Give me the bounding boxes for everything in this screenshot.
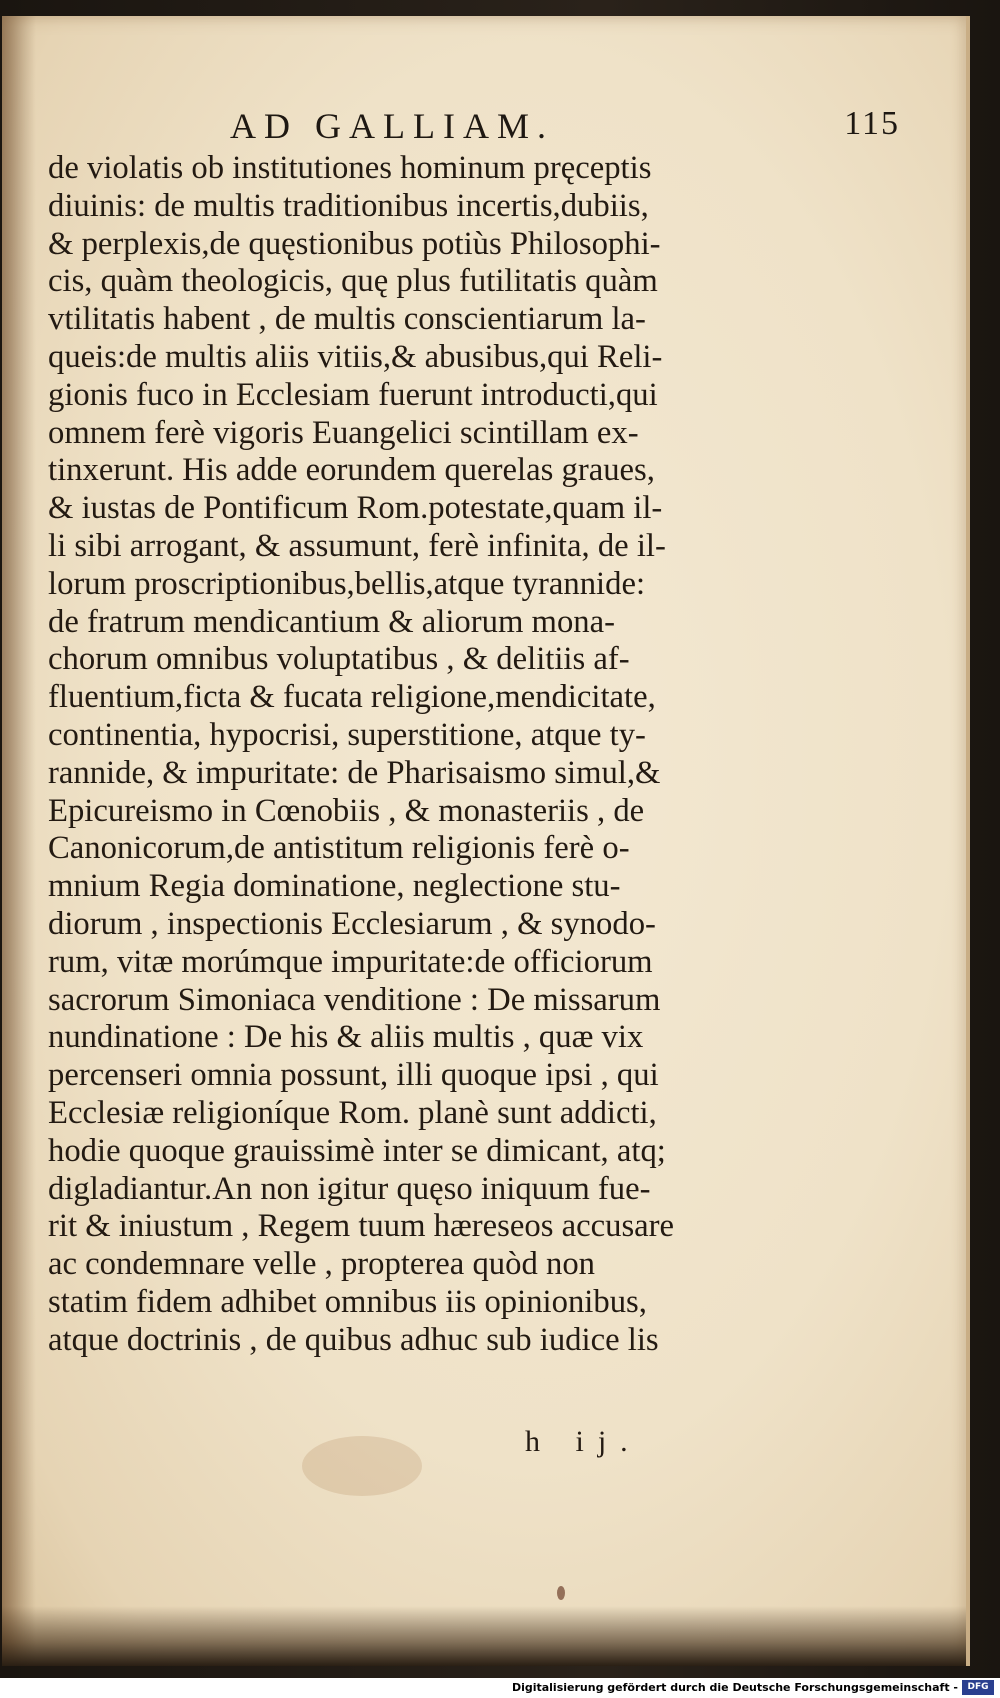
text-line: continentia, hypocrisi, superstitione, atque ty- bbox=[48, 716, 646, 753]
text-line: & perplexis,de quęstionibus potiùs Philosophi- bbox=[48, 225, 661, 262]
text-line: Epicureismo in Cœnobiis , & monasteriis , de bbox=[48, 792, 645, 829]
page-number: 115 bbox=[844, 105, 900, 142]
text-line: percenseri omnia possunt, illi quoque ipsi , qui bbox=[48, 1057, 659, 1094]
text-line: rum, vitæ morúmque impuritate:de officiorum bbox=[48, 943, 653, 980]
text-line: nundinatione : De his & aliis multis , quæ vix bbox=[48, 1019, 644, 1056]
running-head bbox=[230, 105, 900, 145]
text-line: gionis fuco in Ecclesiam fuerunt introducti,qui bbox=[48, 376, 658, 413]
signature-mark: h ij. bbox=[525, 1425, 642, 1458]
text-line: lorum proscriptionibus,bellis,atque tyrannide: bbox=[48, 565, 646, 602]
text-line: diorum , inspectionis Ecclesiarum , & synodo- bbox=[48, 905, 656, 942]
text-line: & iustas de Pontificum Rom.potestate,quam il- bbox=[48, 490, 663, 527]
paper-stain bbox=[302, 1436, 422, 1496]
body-text bbox=[48, 150, 731, 1360]
text-line: hodie quoque grauissimè inter se dimicant, atq; bbox=[48, 1132, 666, 1169]
text-line: sacrorum Simoniaca venditione : De missarum bbox=[48, 981, 661, 1018]
text-line: Canonicorum,de antistitum religionis ferè o- bbox=[48, 830, 630, 867]
text-line: rit & iniustum , Regem tuum hæreseos accusare bbox=[48, 1208, 675, 1245]
footer-credit: Digitalisierung gefördert durch die Deutsche Forschungsgemeinschaft - bbox=[511, 1681, 958, 1694]
text-line: ac condemnare velle , propterea quòd non bbox=[48, 1246, 595, 1283]
text-line: atque doctrinis , de quibus adhuc sub iudice lis bbox=[48, 1321, 659, 1358]
text-line: statim fidem adhibet omnibus iis opinionibus, bbox=[48, 1283, 647, 1320]
text-line: digladiantur.An non igitur quęso iniquum fue- bbox=[48, 1170, 651, 1207]
text-line: de fratrum mendicantium & aliorum mona- bbox=[48, 603, 616, 640]
text-line: queis:de multis aliis vitiis,& abusibus,qui Reli- bbox=[48, 338, 663, 375]
text-line: fluentium,ficta & fucata religione,mendicitate, bbox=[48, 679, 656, 716]
text-line: Ecclesiæ religioníque Rom. planè sunt addicti, bbox=[48, 1094, 657, 1131]
text-line: chorum omnibus voluptatibus , & delitiis af- bbox=[48, 641, 630, 678]
running-head-title: AD GALLIAM. bbox=[230, 106, 554, 146]
text-line: rannide, & impuritate: de Pharisaismo simul,& bbox=[48, 754, 661, 791]
text-line: mnium Regia dominatione, neglectione stu- bbox=[48, 868, 621, 905]
text-line: li sibi arrogant, & assumunt, ferè infinita, de il- bbox=[48, 527, 666, 564]
page-bottom-edge bbox=[2, 1606, 966, 1666]
text-line: vtilitatis habent , de multis conscientiarum la- bbox=[48, 301, 646, 338]
text-line: omnem ferè vigoris Euangelici scintillam ex- bbox=[48, 414, 639, 451]
text-line: de violatis ob institutiones hominum pręceptis bbox=[48, 150, 652, 186]
paper-stain bbox=[557, 1586, 565, 1600]
gutter-shadow bbox=[2, 16, 36, 1666]
text-line: diuinis: de multis traditionibus incertis,dubiis, bbox=[48, 187, 649, 224]
text-line: cis, quàm theologicis, quę plus futilitatis quàm bbox=[48, 263, 658, 300]
dfg-logo: DFG bbox=[962, 1680, 994, 1695]
text-line: tinxerunt. His adde eorundem querelas graues, bbox=[48, 452, 655, 489]
